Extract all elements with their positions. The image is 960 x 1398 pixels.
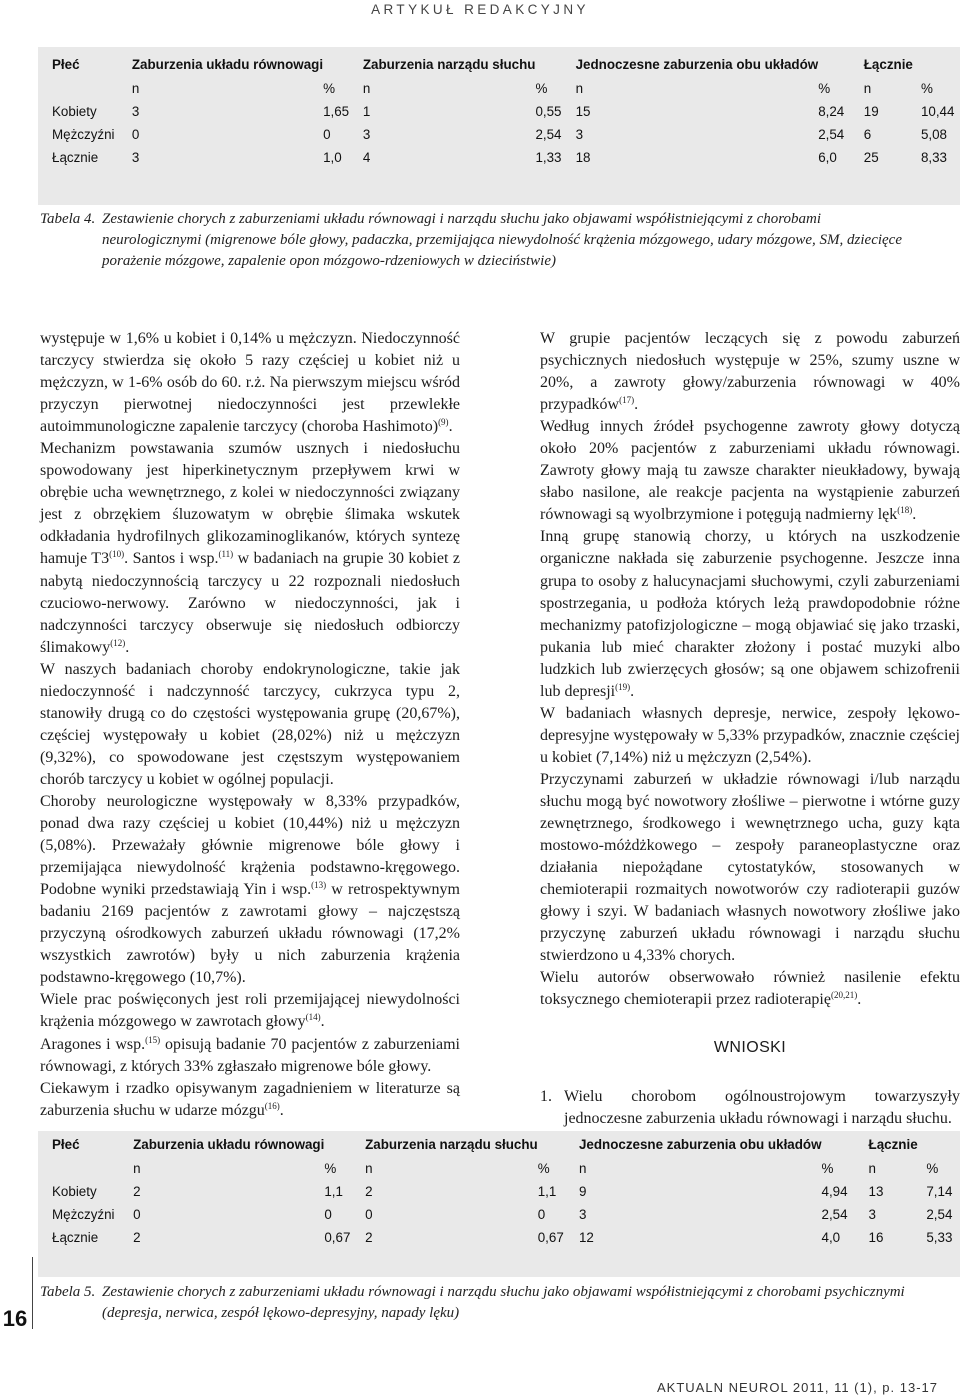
table-subheader-row: [38, 1157, 960, 1180]
paragraph-text: w badaniach na grupie 30 kobiet z nabytą niedoczynnością tarczycy u 22 rozpoznali niedosłuch czuciowo-nerwowy. Zarówno w niedoczynności, jak i nadczynności tarczycy obserwuje się niedosłuch odbiorczy ślimakowy: [40, 550, 461, 656]
table-4: [38, 47, 960, 205]
right-column-paragraphs: [540, 328, 960, 1011]
table-cell: 19: [863, 104, 879, 119]
table-cell: 3: [362, 127, 371, 142]
table-cell: Kobiety: [52, 1184, 97, 1199]
citation-marker: (13): [311, 880, 327, 891]
table-cell: 2,54: [535, 127, 562, 142]
body-paragraph: [40, 1034, 460, 1078]
table-cell: Jednoczesne zaburzenia obu układów: [575, 56, 819, 72]
paragraph-text: Choroby neurologiczne występowały w 8,33% przypadków, ponad dwa razy częściej u kobiet (10,44%) niż u mężczyzn (5,08%). Przeważały głównie migrenowe bóle głowy i przemijająca niewydolność krążenia podstawno-kręgowego. Podobne wyniki przedstawiają Yin i wsp.: [40, 792, 460, 899]
table-cell: 3: [578, 1207, 587, 1222]
paragraph-text: Według innych źródeł psychogenne zawroty głowy dotyczą około 20% pacjentów z zaburzeniami układu równowagi. Zawroty głowy mają tu zawsze charakter nieukładowy, bywają słabo nasilone, ale reakcje pacjenta na wystąpienie zaburzeń równowagi są wyolbrzymione i potęgują nadmierny lęk: [540, 418, 960, 524]
table-cell: Zaburzenia narządu słuchu: [365, 1136, 538, 1152]
body-paragraph: [40, 328, 460, 438]
table-cell: 6: [863, 127, 872, 142]
citation-marker: (12): [110, 637, 126, 648]
table-header-row: [38, 47, 960, 77]
paragraph-text: .: [320, 1013, 325, 1031]
table-cell: 2,54: [818, 127, 845, 142]
paragraph-text: . Santos i wsp.: [124, 550, 219, 568]
table-cell: 3: [131, 150, 140, 165]
paragraph-text: występuje w 1,6% u kobiet i 0,14% u mężczyzn. Niedoczynność tarczycy stwierdza się około 5 razy częściej u kobiet niż u mężczyzn, w 1-6% osób do 60. r.ż. Na pierwszym miejscu wśród przyczyn pierwotnej niedoczynności jest przewlekłe autoimmunologiczne zapalenie tarczycy (choroba Hashimoto): [40, 330, 460, 436]
journal-footer: AKTUALN NEUROL 2011, 11 (1), p. 13-17: [657, 1380, 938, 1395]
table-cell: Płeć: [52, 56, 80, 72]
table-cell: [38, 1157, 133, 1180]
page-number-rule: [32, 1257, 33, 1329]
table-cell: 1,65: [323, 104, 350, 119]
table-cell: Zaburzenia narządu słuchu: [362, 56, 536, 72]
table-cell: %: [821, 1161, 834, 1176]
table-cell: 9: [578, 1184, 587, 1199]
body-paragraph: [540, 769, 960, 967]
table-cell: %: [324, 1161, 337, 1176]
paragraph-text: Wielu autorów obserwowało również nasilenie efektu toksycznego chemioterapii przez radioterapię: [540, 969, 960, 1009]
table-5-caption-text: Zestawienie chorych z zaburzeniami układu równowagi i narządu słuchu jako objawami współistniejącymi z chorobami psychicznymi (depresja, nerwica, zespół lękowo-depresyjny, napady lęku): [102, 1284, 905, 1321]
table-5-grid: [38, 1131, 960, 1249]
paragraph-text: W badaniach własnych depresje, nerwice, zespoły lękowo-depresyjne występowały w 5,33% przypadków, znacznie częściej u kobiet (7,14%) niż u mężczyzn (2,54%).: [540, 704, 960, 766]
table-cell: 0,67: [324, 1230, 351, 1245]
citation-marker: (10): [109, 549, 125, 560]
table-cell: [921, 47, 960, 77]
body-paragraph: [540, 416, 960, 526]
paragraph-text: .: [630, 682, 635, 700]
table-cell: 4: [362, 150, 371, 165]
citation-marker: (18): [897, 505, 913, 516]
table-cell: %: [537, 1161, 550, 1176]
table-cell: Jednoczesne zaburzenia obu układów: [578, 1136, 822, 1152]
table-row: [38, 146, 960, 169]
table-cell: Mężczyźni: [52, 127, 115, 142]
table-cell: 7,14: [926, 1184, 953, 1199]
citation-marker: (19): [615, 681, 631, 692]
table-cell: [38, 77, 132, 100]
table-cell: n: [863, 81, 872, 96]
conclusion-item: [540, 1086, 960, 1130]
table-cell: Płeć: [52, 1136, 80, 1152]
table-4-caption-text: Zestawienie chorych z zaburzeniami układu równowagi i narządu słuchu jako objawami współistniejącymi z chorobami neurologicznymi (migrenowe bóle głowy, padaczka, przemijająca niewydolność krążenia mózgowego, udary mózgowe, SM, dziecięce porażenie mózgowe, zapalenie opon mózgowo-rdzeniowych w dzieciństwie): [102, 211, 903, 269]
conclusion-item-number: 1.: [540, 1087, 552, 1105]
table-5-caption: [40, 1282, 920, 1326]
table-cell: 2: [133, 1230, 141, 1245]
body-paragraph: [40, 791, 460, 989]
paragraph-text: Mechanizm powstawania szumów usznych i niedosłuchu spowodowany jest hiperkinetycznym przepływem krwi w obrębie ucha wewnętrznego, z kolei w niedoczynności związany jest z obrzękiem śluzowatym w obrębie ślimaka wskutek odkładania hydrofilnych glikozaminoglikanów, których syntezę hamuje T3: [40, 440, 460, 568]
body-paragraph: [40, 438, 460, 658]
table-cell: 1: [362, 104, 371, 119]
table-cell: [822, 1131, 869, 1157]
citation-marker: (9): [438, 417, 449, 428]
citation-marker: (20,21): [830, 990, 858, 1001]
conclusion-item-text: Wielu chorobom ogólnoustrojowym towarzyszyły jednoczesne zaburzenia układu równowagi i narządu słuchu.: [564, 1087, 960, 1127]
table-cell: [538, 1131, 579, 1157]
table-cell: Zaburzenia układu równowagi: [133, 1136, 325, 1152]
table-cell: 5,08: [920, 127, 947, 142]
table-cell: 15: [575, 104, 591, 119]
table-cell: 5,33: [926, 1230, 953, 1245]
table-cell: 3: [131, 104, 140, 119]
citation-marker: (17): [619, 395, 635, 406]
table-cell: 2: [133, 1184, 141, 1199]
table-4-grid: [38, 47, 960, 169]
table-cell: 2: [365, 1230, 373, 1245]
table-row: [38, 123, 960, 146]
table-cell: 8,33: [920, 150, 947, 165]
paragraph-text: .: [448, 418, 453, 436]
table-cell: %: [323, 81, 335, 96]
table-cell: 4,94: [821, 1184, 848, 1199]
table-cell: Mężczyźni: [52, 1207, 115, 1222]
table-cell: 4,0: [821, 1230, 841, 1245]
table-cell: [323, 47, 363, 77]
table-cell: n: [578, 1161, 587, 1176]
table-cell: 1,1: [537, 1184, 557, 1199]
table-cell: %: [926, 1161, 939, 1176]
table-cell: 6,0: [818, 150, 837, 165]
citation-marker: (16): [264, 1100, 280, 1111]
table-cell: 10,44: [920, 104, 955, 119]
table-cell: 18: [575, 150, 591, 165]
paragraph-text: Przyczynami zaburzeń w układzie równowagi i/lub narządu słuchu mogą być nowotwory złośliwe – pierwotne i wtórne guzy zewnętrznego, środkowego i wewnętrznego ucha, guzy kąta mostowo-móżdżkowego – zespoły paraneoplastyczne oraz działania niepożądane cytostatyków, stosowanych w chemioterapii rozmaitych nowotworów czy radioterapii guzów głowy i szyi. W badaniach własnych nowotwory złośliwe jako przyczynę zaburzeń układu równowagi i narządu słuchu stwierdzono u 4,33% chorych.: [540, 770, 960, 965]
table-5: [38, 1131, 960, 1277]
paragraph-text: w retrospektywnym badaniu 2169 pacjentów z zawrotami głowy – najczęstszą przyczyną ośrodkowych zaburzeń układu równowagi (17,2% wszystkich zawrotów) były u nich zaburzenia krążenia podstawno-kręgowego (10,7%).: [40, 881, 460, 987]
table-cell: Łącznie: [52, 1230, 99, 1245]
table-cell: Kobiety: [52, 104, 97, 119]
body-paragraph: [40, 659, 460, 791]
citation-marker: (11): [218, 549, 234, 560]
table-cell: 0: [133, 1207, 141, 1222]
body-paragraph: [540, 703, 960, 769]
table-cell: n: [365, 1161, 373, 1176]
table-cell: n: [131, 81, 140, 96]
paragraph-text: .: [634, 396, 639, 414]
body-paragraph: [540, 328, 960, 416]
table-cell: 0,67: [537, 1230, 564, 1245]
table-cell: 13: [868, 1184, 884, 1199]
paragraph-text: Inną grupę stanowią chorzy, u których na uszkodzenie organiczne nakłada się zaburzenie psychogenne. Jeszcze inna grupa to osoby z halucynacjami słuchowymi, czyli zaburzeniami spostrzegania, u podłoża których leżą prawdopodobnie różne mechanizmy patofizjologiczne – mogą objawiać się jako trzaski, pukania lub mieć charakter złożony i postać muzyki albo ludzkich lub zwierzęcych głosów; są one objawem schizofrenii lub depresji: [540, 528, 960, 700]
table-cell: %: [920, 81, 933, 96]
table-cell: n: [868, 1161, 876, 1176]
table-cell: 25: [863, 150, 879, 165]
table-cell: [926, 1131, 960, 1157]
body-left-column: [40, 328, 460, 1122]
table-cell: Łącznie: [868, 1136, 918, 1152]
table-cell: 0: [324, 1207, 332, 1222]
paragraph-text: opisują badanie 70 pacjentów z zaburzeniami równowagi, z których 33% zgłaszało migrenowe bóle głowy.: [40, 1035, 460, 1075]
table-cell: 2: [365, 1184, 373, 1199]
table-cell: 1,1: [324, 1184, 343, 1199]
table-row: [38, 100, 960, 123]
table-cell: 3: [575, 127, 584, 142]
table-cell: [324, 1131, 365, 1157]
paragraph-text: W grupie pacjentów leczących się z powodu zaburzeń psychicznych niedosłuch występuje w 25%, szumy uszne w 20%, a zawroty głowy/zaburzenia równowagi w 40% przypadków: [540, 330, 960, 414]
conclusions-heading: WNIOSKI: [713, 1039, 787, 1057]
table-row: [38, 1203, 960, 1226]
page-number: 16: [2, 1306, 28, 1331]
table-cell: 0: [365, 1207, 373, 1222]
body-paragraph: [40, 1078, 460, 1122]
table-cell: Łącznie: [863, 56, 913, 72]
table-cell: 2,54: [821, 1207, 848, 1222]
table-cell: Zaburzenia układu równowagi: [131, 56, 324, 72]
table-cell: 16: [868, 1230, 884, 1245]
table-header-row: [38, 1131, 960, 1157]
table-cell: 8,24: [818, 104, 845, 119]
table-cell: Łącznie: [52, 150, 99, 165]
table-cell: 0,55: [535, 104, 562, 119]
table-cell: 0: [323, 127, 331, 142]
paragraph-text: .: [912, 506, 917, 524]
body-paragraph: [40, 989, 460, 1033]
paragraph-text: W naszych badaniach choroby endokrynologiczne, takie jak niedoczynność i nadczynność tarczycy, cukrzyca typu 2, stanowiły drugą co do częstości występowania grupę (20,67%), częściej występowały u kobiet (28,02%) niż u mężczyzn (9,32%), co spowodowane jest częstszym występowaniem chorób tarczycy u kobiet w ogólnej populacji.: [40, 660, 460, 788]
paragraph-text: Wiele prac poświęconych jest roli przemijającej niewydolności krążenia mózgowego w zawrotach głowy: [40, 991, 460, 1031]
table-cell: 2,54: [926, 1207, 953, 1222]
paragraph-text: Ciekawym i rzadko opisywanym zagadnieniem w literaturze są zaburzenia słuchu w udarze mózgu: [40, 1079, 460, 1119]
table-4-caption-label: Tabela 4.: [40, 211, 96, 227]
table-cell: [535, 47, 575, 77]
paragraph-text: .: [279, 1101, 284, 1119]
table-cell: %: [818, 81, 831, 96]
table-row: [38, 1180, 960, 1203]
section-header: ARTYKUŁ REDAKCYJNY: [371, 2, 589, 17]
citation-marker: (15): [145, 1034, 161, 1045]
table-cell: 12: [578, 1230, 594, 1245]
table-cell: 0: [537, 1207, 546, 1222]
table-cell: 0: [131, 127, 140, 142]
table-cell: 1,33: [535, 150, 562, 165]
body-right-column: [540, 328, 960, 1130]
paragraph-text: .: [857, 991, 862, 1009]
table-cell: n: [133, 1161, 141, 1176]
table-subheader-row: [38, 77, 960, 100]
table-cell: 3: [868, 1207, 876, 1222]
citation-marker: (14): [305, 1012, 321, 1023]
table-5-caption-label: Tabela 5.: [40, 1284, 96, 1300]
table-cell: n: [575, 81, 584, 96]
table-cell: n: [362, 81, 371, 96]
paragraph-text: .: [125, 638, 130, 656]
table-cell: [818, 47, 864, 77]
body-paragraph: [540, 526, 960, 702]
table-cell: 1,0: [323, 150, 342, 165]
table-row: [38, 1226, 960, 1249]
table-4-caption: [40, 209, 920, 279]
paragraph-text: Aragones i wsp.: [40, 1035, 146, 1053]
table-cell: %: [535, 81, 548, 96]
body-paragraph: [540, 967, 960, 1011]
